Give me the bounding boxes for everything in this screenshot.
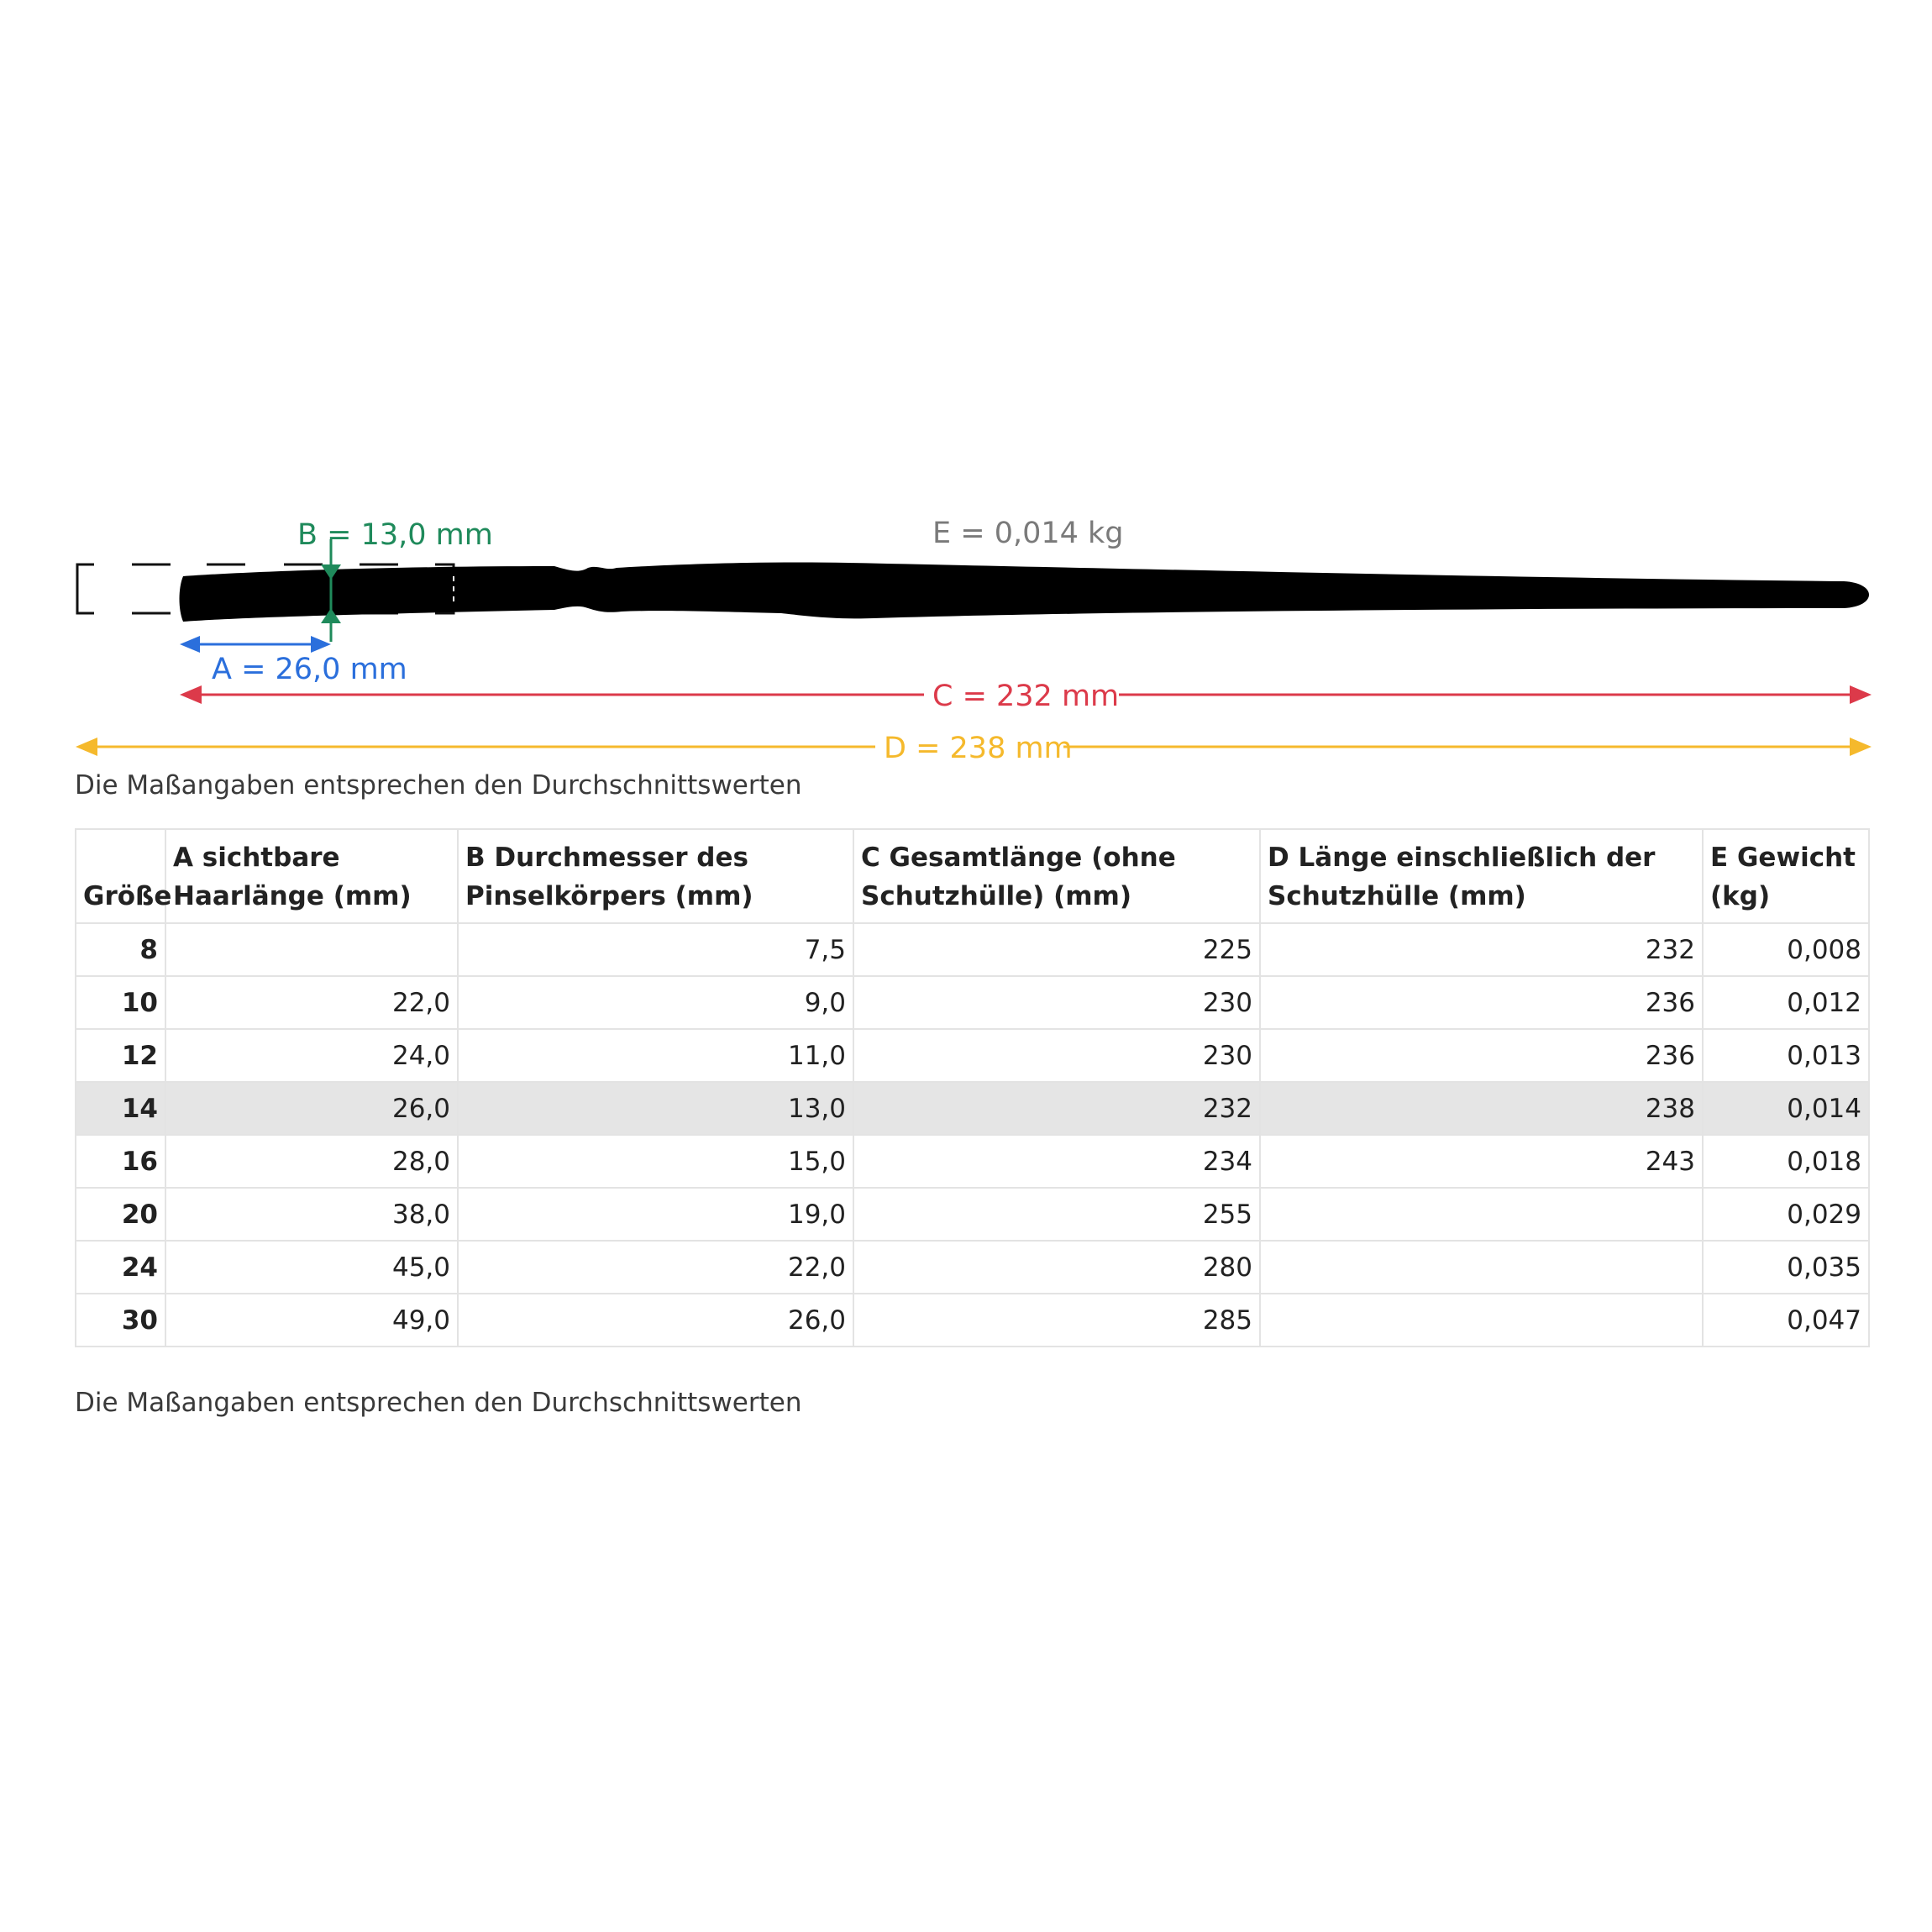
diameter-cell: 7,5 (458, 923, 853, 976)
size-cell: 20 (76, 1188, 165, 1241)
total-length-cell: 234 (853, 1135, 1260, 1188)
weight-cell: 0,047 (1703, 1294, 1869, 1347)
total-length-cell: 232 (853, 1082, 1260, 1135)
weight-cell: 0,012 (1703, 976, 1869, 1029)
hair-length-cell: 26,0 (165, 1082, 458, 1135)
table-row (76, 1241, 1869, 1294)
diameter-cell: 26,0 (458, 1294, 853, 1347)
total-length-cell: 285 (853, 1294, 1260, 1347)
weight-cell: 0,014 (1703, 1082, 1869, 1135)
header-weight: E Gewicht (kg) (1703, 829, 1869, 923)
dimension-e-label: E = 0,014 kg (932, 517, 1124, 550)
table-row (76, 976, 1869, 1029)
size-cell: 12 (76, 1029, 165, 1082)
table-row (76, 923, 1869, 976)
average-values-note-bottom: Die Maßangaben entsprechen den Durchschnittswerten (75, 1388, 802, 1418)
diameter-cell: 11,0 (458, 1029, 853, 1082)
header-size: Größe (76, 829, 165, 923)
dimension-c-label: C = 232 mm (932, 680, 1120, 713)
table-row (76, 1188, 1869, 1241)
dimension-d-label: D = 238 mm (884, 732, 1073, 765)
length-with-cap-cell (1260, 1188, 1703, 1241)
table-row (76, 1029, 1869, 1082)
weight-cell: 0,018 (1703, 1135, 1869, 1188)
length-with-cap-cell (1260, 1241, 1703, 1294)
size-cell: 8 (76, 923, 165, 976)
brush-silhouette (180, 562, 1870, 622)
table-row-highlighted (76, 1082, 1869, 1135)
hair-length-cell: 49,0 (165, 1294, 458, 1347)
header-body-diameter: B Durchmesser des Pinselkörpers (mm) (458, 829, 853, 923)
total-length-cell: 280 (853, 1241, 1260, 1294)
weight-cell: 0,013 (1703, 1029, 1869, 1082)
size-cell: 14 (76, 1082, 165, 1135)
length-with-cap-cell: 236 (1260, 1029, 1703, 1082)
hair-length-cell (165, 923, 458, 976)
weight-cell: 0,035 (1703, 1241, 1869, 1294)
diameter-cell: 13,0 (458, 1082, 853, 1135)
hair-length-cell: 22,0 (165, 976, 458, 1029)
size-cell: 16 (76, 1135, 165, 1188)
total-length-cell: 225 (853, 923, 1260, 976)
size-cell: 10 (76, 976, 165, 1029)
table-row (76, 1294, 1869, 1347)
size-table-container (75, 828, 1868, 1347)
hair-length-cell: 28,0 (165, 1135, 458, 1188)
length-with-cap-cell: 243 (1260, 1135, 1703, 1188)
diameter-cell: 9,0 (458, 976, 853, 1029)
header-total-length: C Gesamtlänge (ohne Schutzhülle) (mm) (853, 829, 1260, 923)
dimension-b-label: B = 13,0 mm (297, 518, 493, 552)
hair-length-cell: 45,0 (165, 1241, 458, 1294)
diameter-cell: 19,0 (458, 1188, 853, 1241)
total-length-cell: 230 (853, 976, 1260, 1029)
dimension-a-label: A = 26,0 mm (212, 653, 407, 686)
average-values-note-top: Die Maßangaben entsprechen den Durchschnittswerten (75, 770, 802, 801)
total-length-cell: 255 (853, 1188, 1260, 1241)
size-table (75, 828, 1870, 1347)
weight-cell: 0,008 (1703, 923, 1869, 976)
header-length-with-cap: D Länge einschließlich der Schutzhülle (mm) (1260, 829, 1703, 923)
header-hair-length: A sichtbare Haarlänge (mm) (165, 829, 458, 923)
length-with-cap-cell: 232 (1260, 923, 1703, 976)
diameter-cell: 22,0 (458, 1241, 853, 1294)
diameter-cell: 15,0 (458, 1135, 853, 1188)
hair-length-cell: 38,0 (165, 1188, 458, 1241)
size-cell: 24 (76, 1241, 165, 1294)
table-row (76, 1135, 1869, 1188)
length-with-cap-cell (1260, 1294, 1703, 1347)
total-length-cell: 230 (853, 1029, 1260, 1082)
table-header-row (76, 829, 1869, 923)
length-with-cap-cell: 238 (1260, 1082, 1703, 1135)
length-with-cap-cell: 236 (1260, 976, 1703, 1029)
size-cell: 30 (76, 1294, 165, 1347)
dimension-a-marker (180, 636, 331, 653)
weight-cell: 0,029 (1703, 1188, 1869, 1241)
hair-length-cell: 24,0 (165, 1029, 458, 1082)
